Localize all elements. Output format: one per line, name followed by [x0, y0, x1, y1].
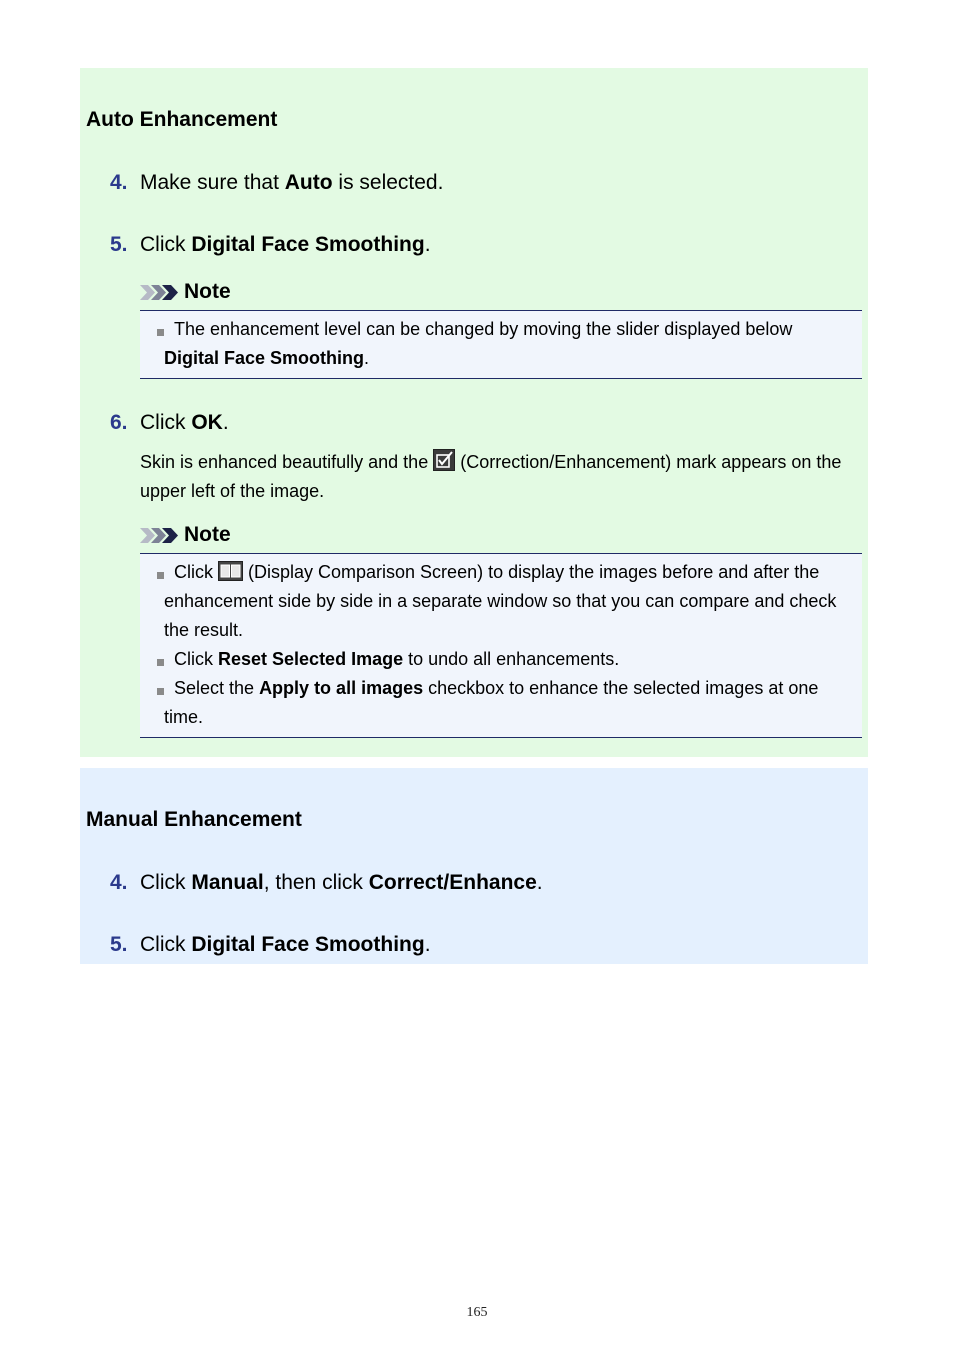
note-bold: Apply to all images	[259, 678, 424, 698]
manual-enhancement-section	[80, 768, 868, 964]
correction-enhancement-icon	[433, 449, 455, 471]
step-number: 4.	[110, 871, 128, 894]
step-text-end: is selected.	[332, 171, 444, 194]
bullet-icon	[157, 659, 164, 666]
note-arrows-icon	[140, 285, 180, 300]
note-text: The enhancement level can be changed by moving the slider displayed below	[174, 319, 793, 339]
bullet-icon	[157, 688, 164, 695]
note-text-end: to undo all enhancements.	[403, 649, 620, 669]
note-item	[140, 315, 862, 373]
step-bold: Manual	[191, 871, 264, 894]
step-bold: Digital Face Smoothing	[191, 933, 425, 956]
note-text: Click	[174, 649, 218, 669]
note-text: Select the	[174, 678, 260, 698]
step-4	[110, 171, 443, 195]
step-5	[110, 933, 431, 957]
note-text-end: .	[364, 348, 370, 368]
section-title: Auto Enhancement	[86, 108, 278, 131]
step-text: Click	[140, 871, 192, 894]
note-text: Click	[174, 562, 218, 582]
desc-text-end: (Correction/Enhancement) mark appears on the upper left of the image.	[140, 452, 842, 501]
step-text: Click	[140, 933, 192, 956]
note-box	[140, 310, 862, 379]
bullet-icon	[157, 329, 164, 336]
note-label: Note	[184, 523, 231, 546]
step-6-description	[140, 448, 865, 506]
step-number: 5.	[110, 933, 128, 956]
step-text: Click	[140, 411, 192, 434]
note-item	[140, 674, 862, 732]
note-box	[140, 553, 862, 738]
step-text-mid: , then click	[263, 871, 369, 894]
note-label: Note	[184, 280, 231, 303]
note-arrows-icon	[140, 528, 180, 543]
step-5	[110, 233, 431, 257]
note-item	[140, 558, 862, 645]
desc-text: Skin is enhanced beautifully and the	[140, 452, 434, 472]
display-comparison-screen-icon	[218, 561, 243, 581]
step-bold-2: Correct/Enhance	[368, 871, 537, 894]
auto-enhancement-section	[80, 68, 868, 757]
note-text-end: (Display Comparison Screen) to display the images before and after the enhancement side by side in a separate window so that you can compare and check the result.	[164, 562, 837, 640]
step-text-end: .	[424, 233, 431, 256]
note-bold: Digital Face Smoothing	[164, 348, 365, 368]
step-text-end: .	[536, 871, 543, 894]
note-bold: Reset Selected Image	[218, 649, 404, 669]
step-bold: Auto	[284, 171, 333, 194]
step-bold: OK	[191, 411, 223, 434]
section-title: Manual Enhancement	[86, 808, 302, 831]
step-6	[110, 411, 229, 435]
step-number: 4.	[110, 171, 128, 194]
page-number: 165	[466, 1305, 488, 1320]
step-text: Click	[140, 233, 192, 256]
step-text-end: .	[222, 411, 229, 434]
step-bold: Digital Face Smoothing	[191, 233, 425, 256]
step-number: 6.	[110, 411, 128, 434]
note-item	[140, 645, 862, 674]
step-4	[110, 871, 543, 895]
step-number: 5.	[110, 233, 128, 256]
step-text-end: .	[424, 933, 431, 956]
step-text: Make sure that	[140, 171, 285, 194]
bullet-icon	[157, 572, 164, 579]
note-text-end: checkbox to enhance the selected images at one time.	[164, 678, 819, 727]
